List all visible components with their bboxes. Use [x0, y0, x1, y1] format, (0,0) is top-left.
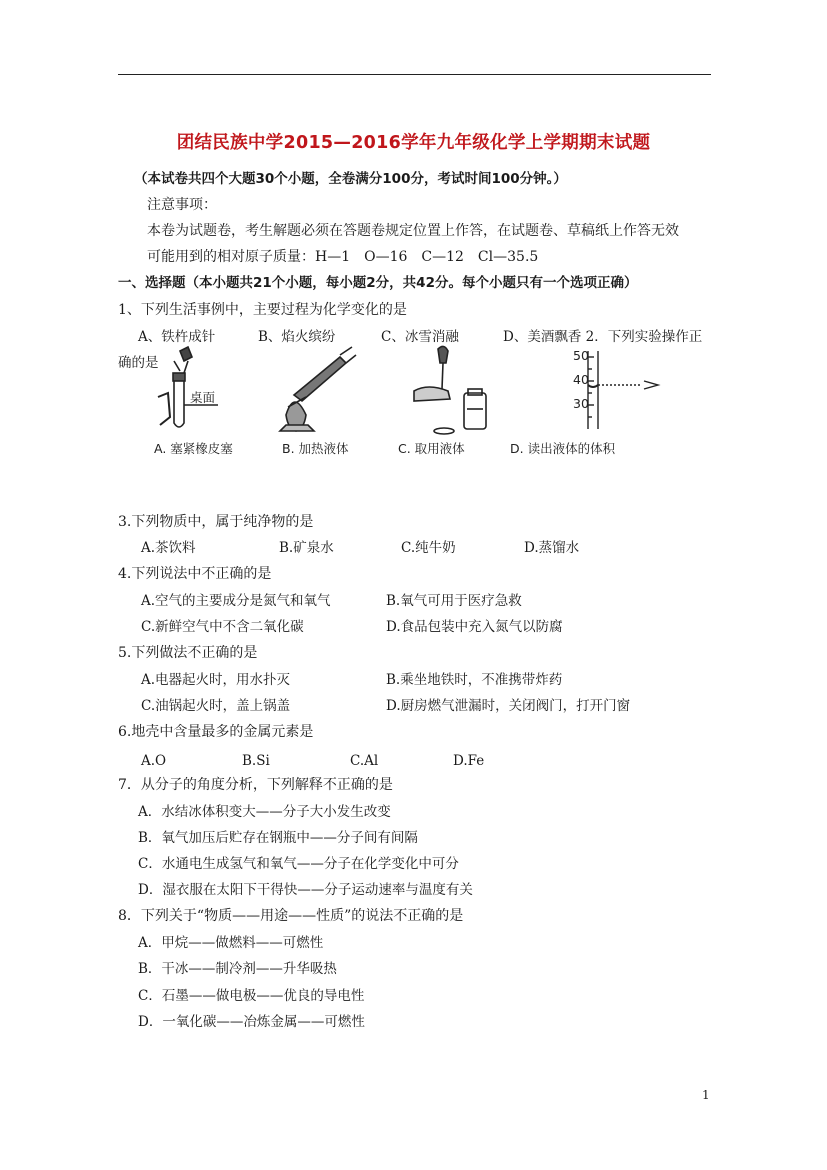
- figure-caption-a: A. 塞紧橡皮塞: [154, 441, 233, 456]
- question-5-stem: 5.下列做法不正确的是: [118, 645, 258, 661]
- figure-caption-d: D. 读出液体的体积: [510, 441, 616, 456]
- question-3-stem: 3.下列物质中，属于纯净物的是: [118, 514, 314, 530]
- tick-label-50: 50: [573, 348, 589, 363]
- figure-a-desk-label: 桌面: [190, 390, 216, 405]
- atomic-masses: 可能用到的相对原子质量：H—1 O—16 C—12 Cl—35.5: [147, 249, 539, 265]
- question-8-option-c: C．石墨——做电极——优良的导电性: [138, 988, 365, 1004]
- page-number: 1: [702, 1088, 710, 1102]
- question-6-option-c: C.Al: [350, 753, 379, 769]
- question-3-option-c: C.纯牛奶: [401, 540, 456, 556]
- question-2-figure: [118, 345, 718, 465]
- page-title: 团结民族中学2015—2016学年九年级化学上学期期末试题: [176, 133, 651, 153]
- question-4-option-c: C.新鲜空气中不含二氧化碳: [141, 619, 304, 635]
- question-1-option-d: D、美酒飘香 2．下列实验操作正: [503, 329, 703, 345]
- question-5-option-b: B.乘坐地铁时，不准携带炸药: [386, 672, 563, 688]
- question-8-stem: 8．下列关于“物质——用途——性质”的说法不正确的是: [118, 908, 464, 924]
- section-heading: 一、选择题（本小题共21个小题，每小题2分，共42分。每个小题只有一个选项正确）: [118, 275, 638, 291]
- question-1-stem: 1、下列生活事例中，主要过程为化学变化的是: [118, 302, 407, 318]
- header-rule: [118, 74, 711, 75]
- question-5-option-d: D.厨房燃气泄漏时，关闭阀门，打开门窗: [386, 698, 631, 714]
- question-4-stem: 4.下列说法中不正确的是: [118, 566, 272, 582]
- question-2-stem-wrap: 确的是: [118, 355, 159, 371]
- question-7-option-c: C．水通电生成氢气和氧气——分子在化学变化中可分: [138, 856, 459, 872]
- question-6-option-a: A.O: [141, 753, 167, 769]
- question-6-stem: 6.地壳中含量最多的金属元素是: [118, 724, 314, 740]
- figure-d-cylinder-icon: [573, 348, 658, 429]
- notice-text: 本卷为试题卷，考生解题必须在答题卷规定位置上作答，在试题卷、草稿纸上作答无效: [147, 223, 679, 239]
- question-7-option-b: B．氧气加压后贮存在钢瓶中——分子间有间隔: [138, 830, 418, 846]
- question-5-option-a: A.电器起火时，用水扑灭: [141, 672, 291, 688]
- notice-heading: 注意事项：: [147, 197, 217, 213]
- question-3-option-b: B.矿泉水: [279, 540, 334, 556]
- figure-c-dropper-icon: [414, 346, 486, 434]
- question-4-option-a: A.空气的主要成分是氮气和氧气: [141, 593, 331, 609]
- question-8-option-b: B．干冰——制冷剂——升华吸热: [138, 961, 337, 977]
- question-6-option-b: B.Si: [242, 753, 270, 769]
- question-8-option-d: D．一氧化碳——冶炼金属——可燃性: [138, 1014, 365, 1030]
- question-1-option-c: C、冰雪消融: [381, 329, 459, 345]
- question-7-option-a: A．水结冰体积变大——分子大小发生改变: [138, 804, 391, 820]
- tick-label-40: 40: [573, 372, 589, 387]
- tick-label-30: 30: [573, 396, 589, 411]
- figure-a-stopper-icon: [158, 347, 218, 427]
- question-5-option-c: C.油锅起火时，盖上锅盖: [141, 698, 291, 714]
- question-4-option-d: D.食品包装中充入氮气以防腐: [386, 619, 563, 635]
- question-7-option-d: D．湿衣服在太阳下干得快——分子运动速率与温度有关: [138, 882, 473, 898]
- figure-caption-c: C. 取用液体: [398, 441, 465, 456]
- question-3-option-d: D.蒸馏水: [524, 540, 580, 556]
- figure-b-heating-icon: [280, 347, 356, 431]
- question-1-option-a: A、铁杵成针: [138, 329, 216, 345]
- question-3-option-a: A.茶饮料: [141, 540, 196, 556]
- question-8-option-a: A．甲烷——做燃料——可燃性: [138, 935, 324, 951]
- question-4-option-b: B.氧气可用于医疗急救: [386, 593, 522, 609]
- question-1-option-b: B、焰火缤纷: [258, 329, 336, 345]
- question-6-option-d: D.Fe: [453, 753, 485, 769]
- figure-caption-b: B. 加热液体: [282, 441, 349, 456]
- question-7-stem: 7．从分子的角度分析，下列解释不正确的是: [118, 777, 393, 793]
- exam-info: （本试卷共四个大题30个小题，全卷满分100分，考试时间100分钟。）: [134, 171, 567, 187]
